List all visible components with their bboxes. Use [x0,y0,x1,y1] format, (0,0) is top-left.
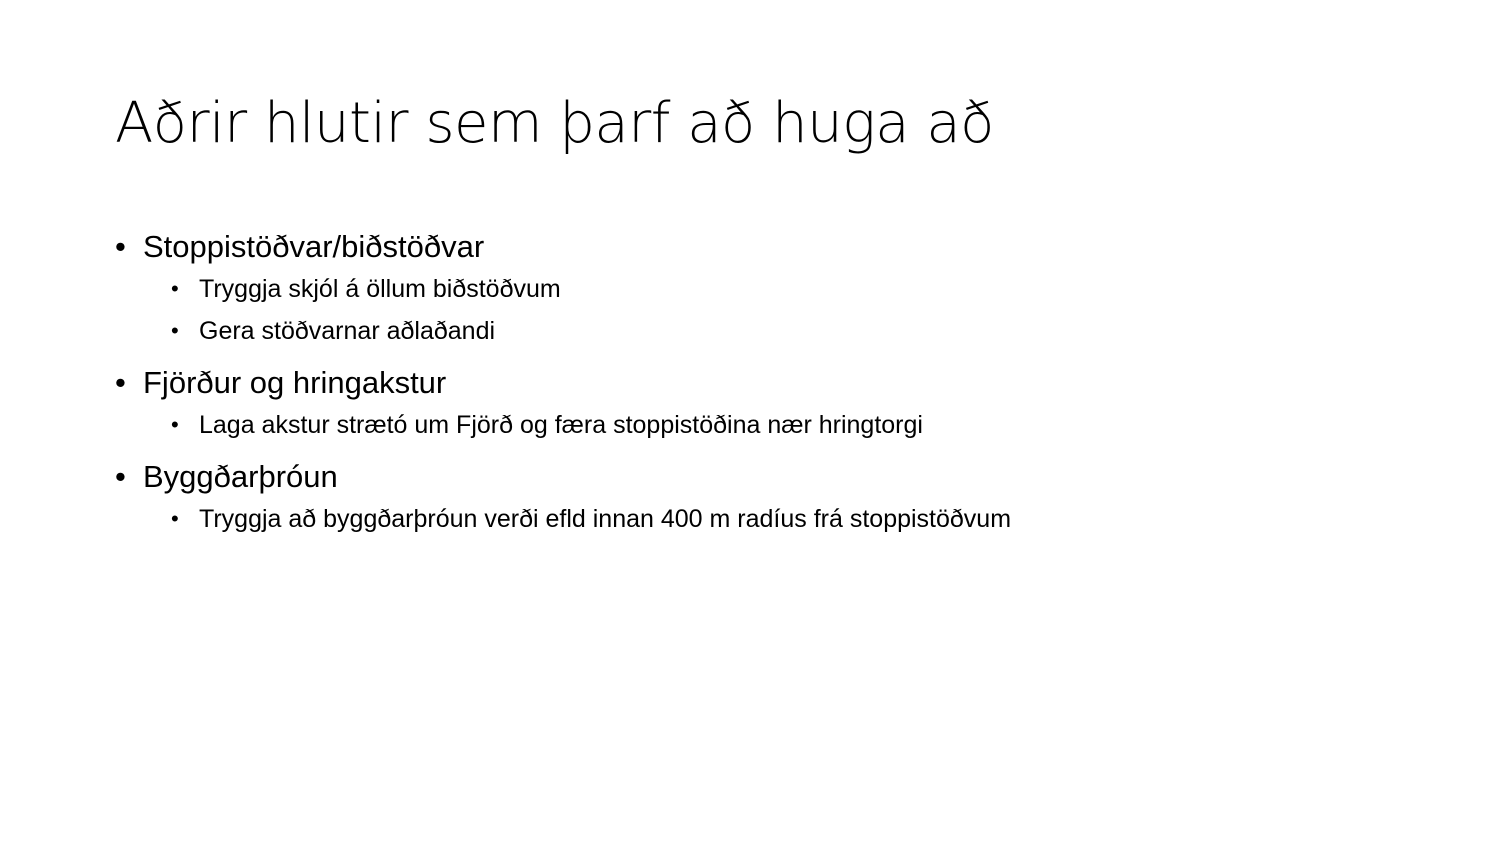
bullet-text: Fjörður og hringakstur [143,365,447,400]
sub-bullet-text: Tryggja skjól á öllum biðstöðvum [199,275,561,303]
bullet-icon: • [171,506,179,531]
bullet-icon: • [171,318,179,343]
slide-title: Aðrir hlutir sem þarf að huga að [115,91,994,156]
sub-bullet-text: Laga akstur strætó um Fjörð og færa stoppistöðina nær hringtorgi [199,411,923,439]
bullet-icon: • [115,459,126,494]
bullet-text: Byggðarþróun [143,459,338,494]
bullet-icon: • [171,276,179,301]
bullet-item-fjordur [115,362,1415,404]
bullet-item-byggdarthroun [115,456,1415,498]
bullet-icon: • [115,229,126,264]
bullet-icon: • [115,365,126,400]
sub-bullet-item [171,310,1415,352]
sub-bullet-item [171,404,1415,446]
sub-bullet-item [171,268,1415,310]
sub-bullet-text: Tryggja að byggðarþróun verði efld innan 400 m radíus frá stoppistöðvum [199,505,1012,533]
bullet-text: Stoppistöðvar/biðstöðvar [143,229,485,264]
sub-bullet-item [171,498,1415,540]
sub-bullet-text: Gera stöðvarnar aðlaðandi [199,317,496,345]
bullet-icon: • [171,412,179,437]
bullet-item-stoppistodvar [115,226,1415,268]
bullet-list [115,226,1415,540]
